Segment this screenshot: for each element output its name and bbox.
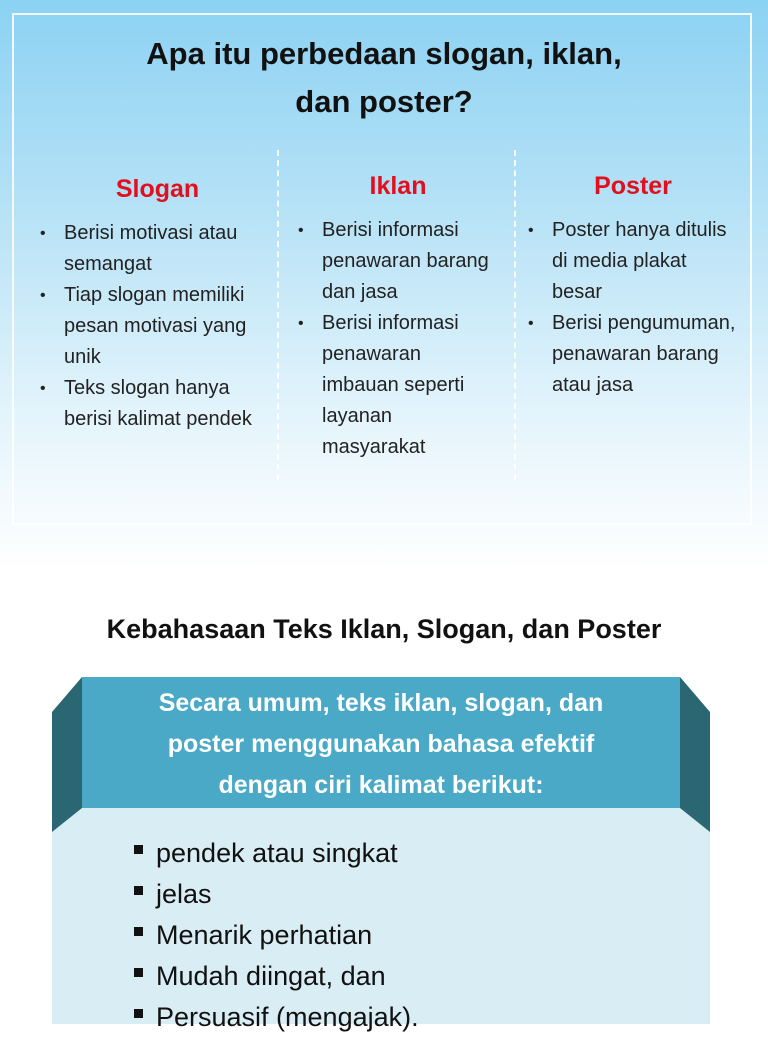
list-item: • Berisi motivasi atau semangat — [40, 222, 238, 275]
right-flap — [680, 677, 710, 832]
section-title: Kebahasaan Teks Iklan, Slogan, dan Poster — [106, 614, 662, 644]
column-divider — [277, 150, 279, 480]
column-iklan — [298, 172, 498, 463]
column-poster — [528, 172, 738, 401]
column-heading: Slogan — [115, 175, 200, 203]
header-line: Secara umum, teks iklan, slogan, dan — [158, 689, 604, 717]
title-line: Apa itu perbedaan slogan, iklan, — [146, 36, 622, 71]
list-item: • Poster hanya ditulis di media plakat besar — [528, 219, 727, 303]
criteria-list — [132, 833, 419, 1038]
column-heading: Iklan — [369, 172, 427, 200]
list-item: jelas — [132, 874, 419, 915]
list-item: • Teks slogan hanya berisi kalimat pendek — [40, 377, 252, 430]
title-line: dan poster? — [295, 84, 473, 119]
list-item: • Tiap slogan memiliki pesan motivasi yang unik — [40, 284, 247, 368]
list-item: • Berisi informasi penawaran barang dan jasa — [298, 219, 489, 303]
left-flap — [52, 677, 82, 832]
list-item: Mudah diingat, dan — [132, 956, 419, 997]
list-item: Persuasif (mengajak). — [132, 997, 419, 1038]
column-divider — [514, 150, 516, 480]
column-slogan — [40, 175, 275, 435]
column-heading: Poster — [594, 172, 672, 200]
list-item: Menarik perhatian — [132, 915, 419, 956]
criteria-header — [82, 677, 680, 808]
slide-title — [0, 30, 768, 126]
header-line: dengan ciri kalimat berikut: — [218, 771, 544, 799]
list-item: • Berisi pengumuman, penawaran barang atau jasa — [528, 312, 736, 396]
list-item: • Berisi informasi penawaran imbauan seperti layanan masyarakat — [298, 312, 465, 458]
header-line: poster menggunakan bahasa efektif — [167, 730, 595, 758]
list-item: pendek atau singkat — [132, 833, 419, 874]
